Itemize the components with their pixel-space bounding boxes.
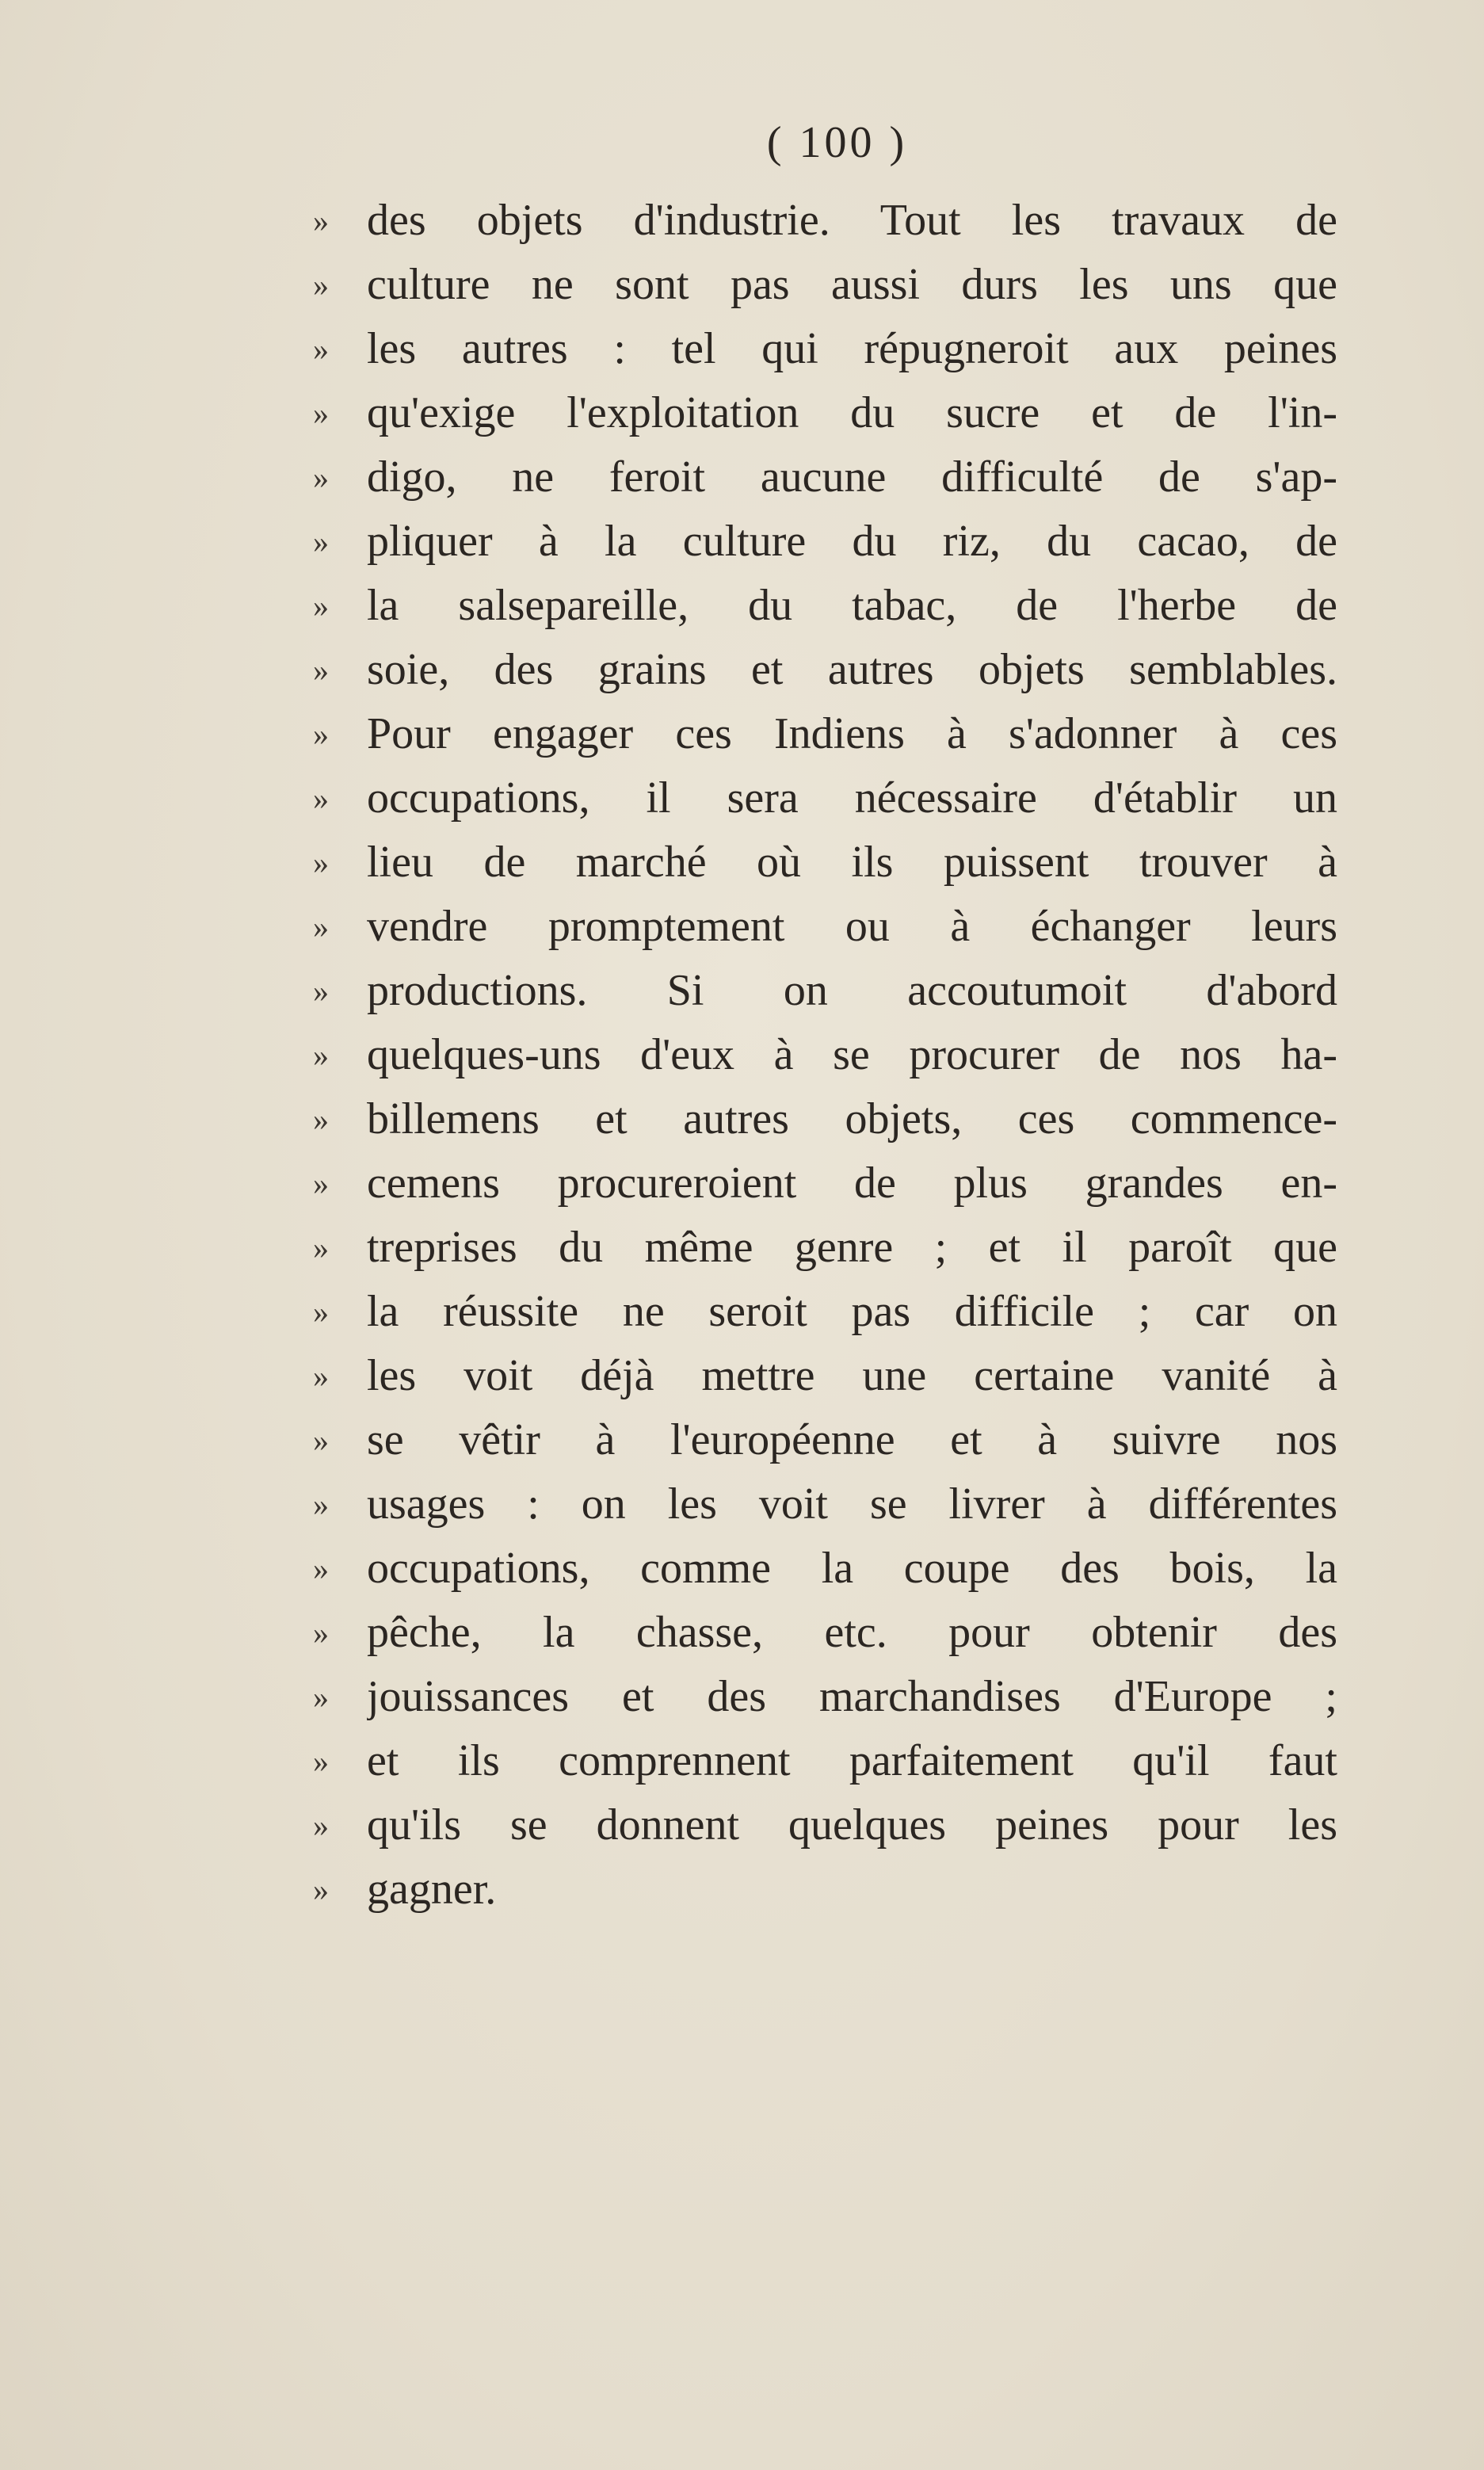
text-line [313, 766, 1343, 830]
text-line [313, 1216, 1343, 1280]
quotation-mark: » [313, 1037, 329, 1073]
page-number: ( 100 ) [766, 118, 908, 167]
text-line [313, 1665, 1343, 1729]
line-text: billemens et autres objets, ces commence- [367, 1094, 1337, 1143]
quotation-mark: » [313, 460, 329, 495]
quotation-mark: » [313, 845, 329, 880]
line-text: se vêtir à l'européenne et à suivre nos [367, 1415, 1337, 1464]
quotation-mark: » [313, 1294, 329, 1330]
text-line [313, 317, 1343, 381]
line-text: des objets d'industrie. Tout les travaux de [367, 196, 1337, 245]
line-text: pêche, la chasse, etc. pour obtenir des [367, 1608, 1337, 1657]
quotation-mark: » [313, 267, 329, 303]
text-line [313, 253, 1343, 317]
text-line [313, 895, 1343, 959]
quotation-mark: » [313, 973, 329, 1009]
line-text: les autres : tel qui répugneroit aux peines [367, 324, 1337, 373]
quotation-mark: » [313, 1615, 329, 1651]
text-line [313, 1601, 1343, 1665]
quotation-mark: » [313, 909, 329, 945]
line-text: occupations, comme la coupe des bois, la [367, 1544, 1337, 1593]
line-text: soie, des grains et autres objets semblables. [367, 645, 1337, 694]
text-line [313, 445, 1343, 510]
text-line [313, 1280, 1343, 1344]
quotation-mark: » [313, 1101, 329, 1137]
text-line [313, 638, 1343, 702]
line-text: vendre promptement ou à échanger leurs [367, 902, 1337, 951]
quotation-mark: » [313, 1358, 329, 1394]
quotation-mark: » [313, 1808, 329, 1843]
line-text: usages : on les voit se livrer à différentes [367, 1479, 1337, 1529]
text-line [313, 381, 1343, 445]
line-text: cemens procureroient de plus grandes en- [367, 1159, 1337, 1208]
text-line [313, 1408, 1343, 1472]
quotation-mark: » [313, 1422, 329, 1458]
text-line [313, 1151, 1343, 1216]
quotation-mark: » [313, 588, 329, 624]
line-text: et ils comprennent parfaitement qu'il faut [367, 1736, 1337, 1785]
line-text: jouissances et des marchandises d'Europe ; [367, 1672, 1337, 1721]
line-text: gagner. [367, 1865, 497, 1914]
quotation-mark: » [313, 781, 329, 816]
text-line [313, 1344, 1343, 1408]
text-line [313, 1023, 1343, 1087]
text-line [313, 1857, 1343, 1922]
line-text: productions. Si on accoutumoit d'abord [367, 966, 1337, 1015]
text-line [313, 830, 1343, 895]
quotation-mark: » [313, 1166, 329, 1201]
line-text: la réussite ne seroit pas difficile ; car on [367, 1287, 1337, 1336]
page-body-text [313, 189, 1343, 1922]
quotation-mark: » [313, 1872, 329, 1907]
line-text: pliquer à la culture du riz, du cacao, de [367, 517, 1337, 566]
quotation-mark: » [313, 395, 329, 431]
line-text: qu'exige l'exploitation du sucre et de l'in- [367, 388, 1337, 437]
quotation-mark: » [313, 1487, 329, 1522]
line-text: la salsepareille, du tabac, de l'herbe de [367, 581, 1337, 630]
line-text: digo, ne feroit aucune difficulté de s'ap- [367, 452, 1337, 502]
line-text: lieu de marché où ils puissent trouver à [367, 838, 1337, 887]
quotation-mark: » [313, 331, 329, 367]
text-line [313, 702, 1343, 766]
quotation-mark: » [313, 1679, 329, 1715]
line-text: les voit déjà mettre une certaine vanité à [367, 1351, 1337, 1400]
line-text: treprises du même genre ; et il paroît que [367, 1223, 1337, 1272]
quotation-mark: » [313, 1743, 329, 1779]
text-line [313, 510, 1343, 574]
quotation-mark: » [313, 1551, 329, 1586]
line-text: occupations, il sera nécessaire d'établir un [367, 773, 1337, 823]
line-text: qu'ils se donnent quelques peines pour les [367, 1800, 1337, 1850]
text-line [313, 1537, 1343, 1601]
line-text: quelques-uns d'eux à se procurer de nos ha- [367, 1030, 1337, 1079]
quotation-mark: » [313, 1230, 329, 1266]
text-line [313, 1793, 1343, 1857]
text-line [313, 1472, 1343, 1537]
quotation-mark: » [313, 652, 329, 688]
line-text: culture ne sont pas aussi durs les uns que [367, 260, 1337, 309]
line-text: Pour engager ces Indiens à s'adonner à ces [367, 709, 1337, 758]
quotation-mark: » [313, 524, 329, 559]
quotation-mark: » [313, 203, 329, 239]
text-line [313, 1087, 1343, 1151]
text-line [313, 189, 1343, 253]
text-line [313, 1729, 1343, 1793]
text-line [313, 574, 1343, 638]
quotation-mark: » [313, 716, 329, 752]
text-line [313, 959, 1343, 1023]
